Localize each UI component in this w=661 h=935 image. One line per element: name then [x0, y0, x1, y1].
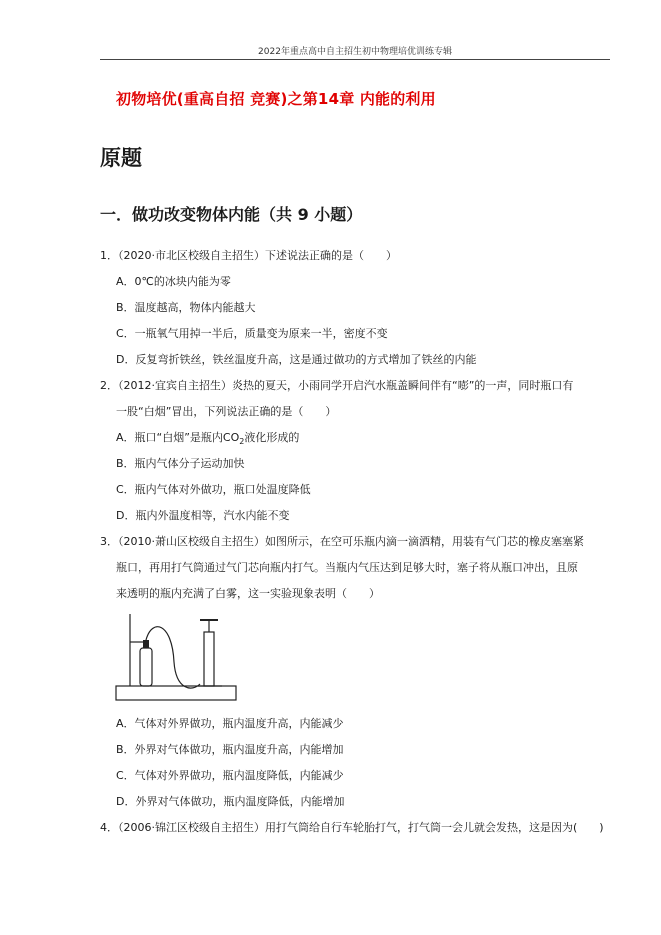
- question-2-option-b: B．瓶内气体分子运动加快: [116, 457, 245, 470]
- question-3-stem: [100, 534, 584, 550]
- option-text: 液化形成的: [244, 431, 300, 444]
- question-1-option-c: C．一瓶氧气用掉一半后，质量变为原来一半，密度不变: [116, 327, 388, 340]
- experiment-figure: [112, 612, 242, 704]
- header-divider: [100, 59, 610, 60]
- question-source: （2020·市北区校级自主招生）: [118, 249, 265, 262]
- document-title: 初物培优(重高自招 竞赛)之第14章 内能的利用: [116, 90, 436, 108]
- question-text: 下述说法正确的是（ ）: [265, 249, 397, 262]
- question-3-option-c: C．气体对外界做功，瓶内温度降低，内能减少: [116, 769, 344, 782]
- question-number: 3．: [100, 535, 118, 548]
- figure-pump-barrel: [204, 632, 214, 686]
- figure-tube: [146, 627, 200, 688]
- question-2-option-a: [116, 430, 299, 450]
- figure-base: [116, 686, 236, 700]
- question-source: （2010·萧山区校级自主招生）: [118, 535, 265, 548]
- figure-bottle: [140, 648, 152, 686]
- question-text: 炎热的夏天，小雨同学开启汽水瓶盖瞬间伴有“嘭”的一声，同时瓶口有: [232, 379, 574, 392]
- question-number: 2．: [100, 379, 118, 392]
- question-3-stem-cont: 瓶口，再用打气筒通过气门芯向瓶内打气。当瓶内气压达到足够大时，塞子将从瓶口冲出，且原: [116, 561, 578, 574]
- question-3-option-b: B．外界对气体做功，瓶内温度升高，内能增加: [116, 743, 344, 756]
- question-3-option-d: D．外界对气体做功，瓶内温度降低，内能增加: [116, 795, 345, 808]
- question-4-stem: [100, 820, 604, 836]
- question-2-option-c: C．瓶内气体对外做功，瓶口处温度降低: [116, 483, 311, 496]
- question-source: （2012·宜宾自主招生）: [118, 379, 232, 392]
- question-3-stem-cont: 来透明的瓶内充满了白雾，这一实验现象表明（ ）: [116, 587, 380, 600]
- subscript: 2: [239, 437, 245, 447]
- question-source: （2006·锦江区校级自主招生）: [118, 821, 265, 834]
- question-1-option-b: B．温度越高，物体内能越大: [116, 301, 256, 314]
- question-2-option-d: D．瓶内外温度相等，汽水内能不变: [116, 509, 290, 522]
- option-text: A．瓶口“白烟”是瓶内CO: [116, 431, 240, 444]
- figure-stopper: [143, 640, 149, 648]
- subsection-title: 一．做功改变物体内能（共 9 小题）: [100, 205, 363, 224]
- question-2-stem: [100, 378, 573, 394]
- question-3-option-a: A．气体对外界做功，瓶内温度升高，内能减少: [116, 717, 344, 730]
- question-number: 4．: [100, 821, 118, 834]
- question-number: 1．: [100, 249, 118, 262]
- question-text: 如图所示，在空可乐瓶内滴一滴酒精，用装有气门芯的橡皮塞塞紧: [265, 535, 584, 548]
- question-1-stem: [100, 248, 397, 264]
- section-title: 原题: [100, 146, 142, 170]
- question-1-option-d: D．反复弯折铁丝，铁丝温度升高，这是通过做功的方式增加了铁丝的内能: [116, 353, 477, 366]
- question-1-option-a: A．0℃的冰块内能为零: [116, 275, 231, 288]
- page-header: 2022年重点高中自主招生初中物理培优训练专辑: [258, 47, 452, 57]
- question-2-stem-cont: 一股“白烟”冒出，下列说法正确的是（ ）: [116, 405, 337, 418]
- question-text: 用打气筒给自行车轮胎打气，打气筒一会儿就会发热，这是因为( ): [265, 821, 604, 834]
